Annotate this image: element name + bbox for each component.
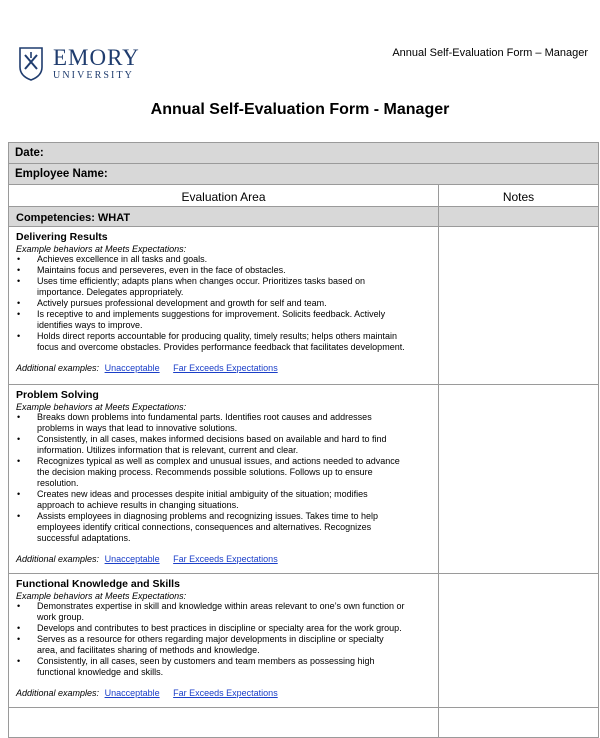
list-item-text: successful adaptations. <box>37 533 131 543</box>
evaluation-form-table <box>8 142 599 738</box>
bullet-icon: • <box>17 511 21 521</box>
list-item-text: resolution. <box>37 478 79 488</box>
section-delivering-results <box>9 227 439 385</box>
list-item <box>16 601 432 623</box>
list-item-text: Creates new ideas and processes despite initial ambiguity of the situation; modifies <box>37 489 368 499</box>
next-section-cell <box>9 708 439 738</box>
bullet-icon: • <box>17 276 21 286</box>
page-title: Annual Self-Evaluation Form - Manager <box>150 101 450 118</box>
notes-cell[interactable] <box>439 708 599 738</box>
list-item <box>16 511 432 544</box>
section-problem-solving <box>9 385 439 574</box>
link-far-exceeds-expectations[interactable]: Far Exceeds Expectations <box>173 688 278 698</box>
link-unacceptable[interactable]: Unacceptable <box>104 363 160 373</box>
bullet-icon: • <box>17 254 21 264</box>
emory-logo <box>19 46 140 81</box>
additional-examples-label: Additional examples: <box>16 363 100 373</box>
list-item-text: area, and facilitates sharing of methods and knowledge. <box>37 645 260 655</box>
additional-examples <box>16 688 432 698</box>
competencies-heading: Competencies: WHAT <box>9 207 439 227</box>
bullet-icon: • <box>17 434 21 444</box>
list-item-text: Demonstrates expertise in skill and knowledge within areas relevant to one’s own function or <box>37 601 405 611</box>
list-item <box>16 434 432 456</box>
link-far-exceeds-expectations[interactable]: Far Exceeds Expectations <box>173 554 278 564</box>
bullet-icon: • <box>17 331 21 341</box>
bullet-icon: • <box>17 265 21 275</box>
running-header: Annual Self-Evaluation Form – Manager <box>392 47 588 59</box>
list-item-text: importance. Delegates appropriately. <box>37 287 184 297</box>
competencies-notes-cell <box>439 207 599 227</box>
list-item <box>16 656 432 678</box>
link-unacceptable[interactable]: Unacceptable <box>104 688 160 698</box>
list-item-text: Recognizes typical as well as complex and unusual issues, and actions needed to advance <box>37 456 400 466</box>
section-title: Problem Solving <box>16 389 99 401</box>
link-far-exceeds-expectations[interactable]: Far Exceeds Expectations <box>173 363 278 373</box>
section-row <box>9 227 599 385</box>
behavior-list <box>16 254 432 353</box>
shield-icon <box>19 47 43 81</box>
list-item-text: identifies ways to improve. <box>37 320 143 330</box>
list-item-text: Is receptive to and implements suggestions for improvement. Solicits feedback. Actively <box>37 309 386 319</box>
list-item-text: Consistently, in all cases, seen by customers and team members as possessing high <box>37 656 375 666</box>
list-item-text: the decision making process. Recommends possible solutions. Follows up to ensure <box>37 467 373 477</box>
column-header-notes: Notes <box>439 185 599 207</box>
list-item-text: Actively pursues professional development and growth for self and team. <box>37 298 327 308</box>
bullet-icon: • <box>17 456 21 466</box>
list-item-text: Breaks down problems into fundamental parts. Identifies root causes and addresses <box>37 412 372 422</box>
list-item <box>16 309 432 331</box>
list-item-text: Develops and contributes to best practices in discipline or specialty area for the work group. <box>37 623 402 633</box>
section-row <box>9 574 599 708</box>
bullet-icon: • <box>17 489 21 499</box>
list-item-text: approach to achieve results in changing situations. <box>37 500 239 510</box>
column-header-evaluation-area: Evaluation Area <box>9 185 439 207</box>
bullet-icon: • <box>17 412 21 422</box>
list-item <box>16 276 432 298</box>
list-item-text: Uses time efficiently; adapts plans when changes occur. Prioritizes tasks based on <box>37 276 366 286</box>
list-item-text: problems in ways that lead to innovative solutions. <box>37 423 238 433</box>
additional-examples-label: Additional examples: <box>16 554 100 564</box>
logo-subtitle: UNIVERSITY <box>53 70 134 81</box>
section-title: Functional Knowledge and Skills <box>16 578 180 590</box>
logo-name: EMORY <box>53 45 140 70</box>
list-item <box>16 623 432 634</box>
bullet-icon: • <box>17 309 21 319</box>
list-item-text: focus and overcome obstacles. Provides performance feedback that facilitates development. <box>37 342 405 352</box>
bullet-icon: • <box>17 298 21 308</box>
section-subtitle: Example behaviors at Meets Expectations: <box>16 244 187 254</box>
list-item-text: Holds direct reports accountable for producing quality, timely results; helps others maintain <box>37 331 398 341</box>
list-item-text: functional knowledge and skills. <box>37 667 164 677</box>
list-item <box>16 265 432 276</box>
section-subtitle: Example behaviors at Meets Expectations: <box>16 591 187 601</box>
notes-cell[interactable] <box>439 574 599 708</box>
list-item-text: Assists employees in diagnosing problems and recognizing issues. Takes time to help <box>37 511 379 521</box>
list-item <box>16 298 432 309</box>
additional-examples <box>16 554 432 564</box>
list-item-text: Serves as a resource for others regarding major developments in discipline or specialty <box>37 634 384 644</box>
section-row <box>9 385 599 574</box>
behavior-list <box>16 601 432 678</box>
list-item <box>16 634 432 656</box>
bullet-icon: • <box>17 634 21 644</box>
behavior-list <box>16 412 432 544</box>
employee-name-field[interactable]: Employee Name: <box>9 164 599 185</box>
date-field[interactable]: Date: <box>9 143 599 164</box>
section-title: Delivering Results <box>16 231 108 243</box>
additional-examples <box>16 363 432 373</box>
list-item <box>16 412 432 434</box>
list-item-text: Achieves excellence in all tasks and goals. <box>37 254 208 264</box>
list-item <box>16 456 432 489</box>
section-functional-knowledge <box>9 574 439 708</box>
notes-cell[interactable] <box>439 385 599 574</box>
bullet-icon: • <box>17 656 21 666</box>
section-subtitle: Example behaviors at Meets Expectations: <box>16 402 187 412</box>
notes-cell[interactable] <box>439 227 599 385</box>
list-item-text: Consistently, in all cases, makes informed decisions based on available and hard to find <box>37 434 387 444</box>
list-item <box>16 489 432 511</box>
bullet-icon: • <box>17 601 21 611</box>
list-item-text: Maintains focus and perseveres, even in the face of obstacles. <box>37 265 286 275</box>
bullet-icon: • <box>17 623 21 633</box>
link-unacceptable[interactable]: Unacceptable <box>104 554 160 564</box>
list-item <box>16 254 432 265</box>
list-item-text: information. Utilizes information that is relevant, current and clear. <box>37 445 299 455</box>
list-item-text: work group. <box>37 612 85 622</box>
section-row <box>9 708 599 738</box>
list-item <box>16 331 432 353</box>
list-item-text: employees identify critical connections, consequences and alternatives. Recognizes <box>37 522 372 532</box>
additional-examples-label: Additional examples: <box>16 688 100 698</box>
